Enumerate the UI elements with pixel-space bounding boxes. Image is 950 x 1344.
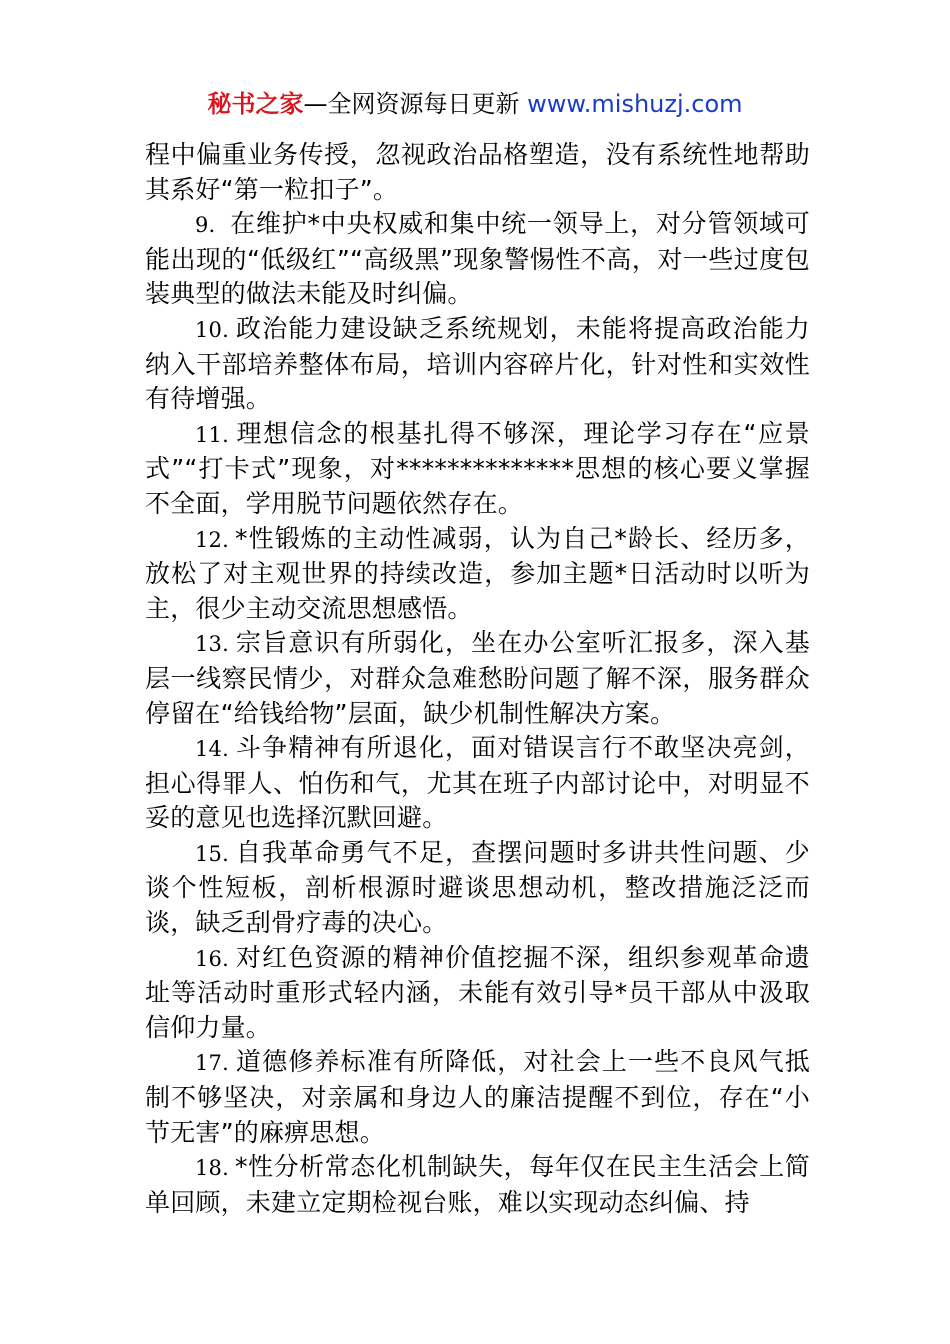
list-item (145, 731, 810, 836)
item-number: 10. (195, 317, 229, 342)
item-text: 理想信念的根基扎得不够深，理论学习存在“应景式”“打卡式”现象，对**************思想的核心要义掌握不全面，学用脱节问题依然存在。 (145, 418, 810, 518)
list-item (145, 522, 810, 627)
item-number: 16. (195, 946, 229, 971)
site-url-link[interactable]: www.mishuzj.com (527, 90, 743, 118)
list-item (145, 836, 810, 941)
list-item (145, 417, 810, 522)
item-text: *性分析常态化机制缺失，每年仅在民主生活会上简单回顾，未建立定期检视台账，难以实现动态纠偏、持 (145, 1152, 810, 1217)
continuation-paragraph: 程中偏重业务传授，忽视政治品格塑造，没有系统性地帮助其系好“第一粒扣子”。 (145, 140, 810, 204)
item-text: 对红色资源的精神价值挖掘不深，组织参观革命遗址等活动时重形式轻内涵，未能有效引导*员干部从中汲取信仰力量。 (145, 942, 810, 1042)
list-item (145, 312, 810, 417)
item-number: 13. (195, 632, 229, 657)
item-number: 15. (195, 841, 229, 866)
item-number: 17. (195, 1051, 229, 1076)
site-brand: 秘书之家 (207, 90, 304, 118)
item-text: 在维护*中央权威和集中统一领导上，对分管领域可能出现的“低级红”“高级黑”现象警惕性不高，对一些过度包装典型的做法未能及时纠偏。 (145, 209, 810, 309)
list-item (145, 1150, 810, 1220)
document-body (145, 138, 810, 1220)
site-tagline: —全网资源每日更新 (303, 90, 520, 118)
item-number: 18. (195, 1156, 229, 1181)
item-number: 11. (195, 422, 229, 447)
item-text: 斗争精神有所退化，面对错误言行不敢坚决亮剑，担心得罪人、怕伤和气，尤其在班子内部讨论中，对明显不妥的意见也选择沉默回避。 (145, 733, 810, 833)
item-number: 12. (195, 527, 229, 552)
list-item (145, 941, 810, 1046)
item-text: 道德修养标准有所降低，对社会上一些不良风气抵制不够坚决，对亲属和身边人的廉洁提醒不到位，存在“小节无害”的麻痹思想。 (145, 1047, 810, 1147)
item-text: *性锻炼的主动性减弱，认为自己*龄长、经历多，放松了对主观世界的持续改造，参加主题*日活动时以听为主，很少主动交流思想感悟。 (145, 523, 810, 623)
item-text: 政治能力建设缺乏系统规划，未能将提高政治能力纳入干部培养整体布局，培训内容碎片化，针对性和实效性有待增强。 (145, 313, 810, 414)
item-text: 宗旨意识有所弱化，坐在办公室听汇报多，深入基层一线察民情少，对群众急难愁盼问题了解不深，服务群众停留在“给钱给物”层面，缺少机制性解决方案。 (145, 628, 810, 728)
item-number: 9. (195, 213, 216, 238)
list-item (145, 207, 810, 312)
site-header (0, 86, 950, 122)
item-text: 自我革命勇气不足，查摆问题时多讲共性问题、少谈个性短板，剖析根源时避谈思想动机，整改措施泛泛而谈，缺乏刮骨疗毒的决心。 (145, 837, 810, 938)
list-item (145, 1045, 810, 1150)
item-number: 14. (195, 737, 229, 762)
list-item (145, 626, 810, 731)
